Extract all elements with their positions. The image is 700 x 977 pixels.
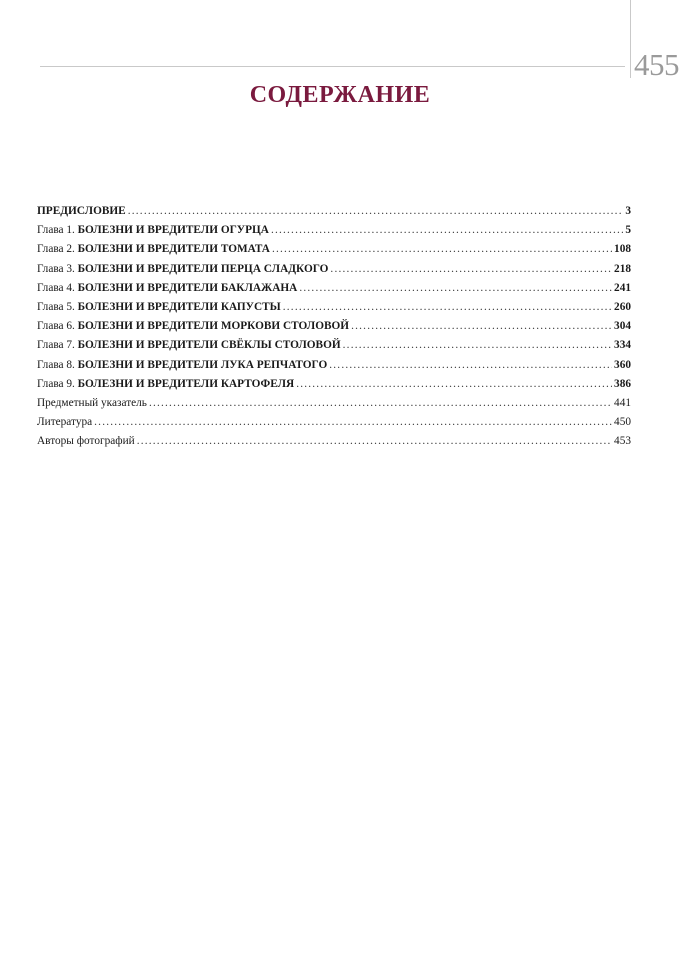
- toc-entry[interactable]: [37, 202, 631, 221]
- toc-entry[interactable]: [37, 317, 631, 336]
- toc-leader-dots: [343, 336, 612, 355]
- toc-page-number: 453: [614, 435, 631, 448]
- toc-entry-label: [37, 260, 328, 279]
- toc-leader-dots: [299, 279, 612, 298]
- toc-entry-title: БОЛЕЗНИ И ВРЕДИТЕЛИ МОРКОВИ СТОЛОВОЙ: [77, 320, 350, 333]
- toc-entry-label: [37, 356, 327, 375]
- toc-page-number: 5: [625, 224, 631, 237]
- toc-leader-dots: [283, 298, 612, 317]
- page-title: СОДЕРЖАНИЕ: [249, 82, 431, 108]
- toc-entry-label: [37, 432, 135, 451]
- toc-entry-label: [37, 394, 147, 413]
- toc-chapter-prefix: Глава 8.: [37, 358, 78, 371]
- toc-entry-title: БОЛЕЗНИ И ВРЕДИТЕЛИ КАПУСТЫ: [77, 300, 281, 313]
- toc-entry[interactable]: [37, 432, 631, 451]
- toc-entry[interactable]: [37, 260, 631, 279]
- toc-entry[interactable]: [37, 375, 631, 394]
- toc-page-number: 241: [614, 281, 631, 294]
- toc-page-number: 3: [625, 205, 631, 217]
- toc-entry-title: Авторы фотографий: [37, 435, 135, 448]
- toc-entry-title: БОЛЕЗНИ И ВРЕДИТЕЛИ СВЁКЛЫ СТОЛОВОЙ: [77, 339, 341, 352]
- toc-page-number: 386: [614, 377, 631, 390]
- toc-page-number: 108: [614, 243, 631, 256]
- toc-entry[interactable]: [37, 336, 631, 355]
- toc-entry-label: [37, 336, 341, 355]
- toc-entry-label: [37, 240, 270, 259]
- toc-leader-dots: [296, 375, 612, 394]
- toc-page-number: 334: [614, 339, 631, 352]
- toc-leader-dots: [137, 432, 612, 451]
- toc-leader-dots: [330, 260, 612, 279]
- toc-entry[interactable]: [37, 240, 631, 259]
- toc-entry-title: БОЛЕЗНИ И ВРЕДИТЕЛИ БАКЛАЖАНА: [77, 281, 298, 294]
- toc-entry-title: БОЛЕЗНИ И ВРЕДИТЕЛИ КАРТОФЕЛЯ: [77, 377, 295, 390]
- toc-entry[interactable]: [37, 413, 631, 432]
- toc-page-number: 450: [614, 416, 631, 429]
- toc-page-number: 260: [614, 300, 631, 313]
- toc-leader-dots: [94, 413, 612, 432]
- toc-leader-dots: [149, 394, 612, 413]
- toc-entry[interactable]: [37, 298, 631, 317]
- toc-leader-dots: [272, 240, 612, 259]
- toc-entry[interactable]: [37, 221, 631, 240]
- toc-entry-title: БОЛЕЗНИ И ВРЕДИТЕЛИ ЛУКА РЕПЧАТОГО: [77, 358, 328, 371]
- toc-entry-title: БОЛЕЗНИ И ВРЕДИТЕЛИ ОГУРЦА: [77, 224, 269, 237]
- toc-page-number: 218: [614, 262, 631, 275]
- toc-entry-title: БОЛЕЗНИ И ВРЕДИТЕЛИ ТОМАТА: [77, 243, 270, 256]
- toc-entry-label: [37, 279, 297, 298]
- toc-chapter-prefix: Глава 5.: [37, 300, 78, 313]
- toc-entry[interactable]: [37, 394, 631, 413]
- toc-entry-title: Предметный указатель: [37, 396, 147, 409]
- toc-leader-dots: [329, 356, 612, 375]
- toc-entry-title: БОЛЕЗНИ И ВРЕДИТЕЛИ ПЕРЦА СЛАДКОГО: [77, 262, 329, 275]
- toc-entry-label: [37, 221, 269, 240]
- toc-leader-dots: [128, 202, 624, 221]
- toc-page-number: 441: [614, 396, 631, 409]
- table-of-contents: [37, 202, 631, 451]
- toc-page-number: 360: [614, 358, 631, 371]
- toc-chapter-prefix: Глава 7.: [37, 339, 78, 352]
- toc-entry-label: [37, 202, 126, 221]
- toc-chapter-prefix: Глава 9.: [37, 377, 78, 390]
- toc-entry-label: [37, 298, 281, 317]
- toc-entry[interactable]: [37, 356, 631, 375]
- toc-chapter-prefix: Глава 2.: [37, 243, 78, 256]
- header-rule: [40, 66, 625, 67]
- toc-leader-dots: [351, 317, 612, 336]
- toc-entry-title: ПРЕДИСЛОВИЕ: [37, 205, 126, 217]
- toc-leader-dots: [271, 221, 623, 240]
- header-vertical-rule: [630, 0, 631, 78]
- toc-entry-label: [37, 317, 349, 336]
- toc-entry-title: Литература: [37, 416, 93, 429]
- toc-chapter-prefix: Глава 4.: [37, 281, 78, 294]
- toc-entry-label: [37, 413, 92, 432]
- toc-entry-label: [37, 375, 294, 394]
- toc-chapter-prefix: Глава 1.: [37, 224, 78, 237]
- toc-page-number: 304: [614, 320, 631, 333]
- page-number: 455: [634, 47, 679, 82]
- toc-entry[interactable]: [37, 279, 631, 298]
- toc-chapter-prefix: Глава 3.: [37, 262, 78, 275]
- toc-chapter-prefix: Глава 6.: [37, 320, 78, 333]
